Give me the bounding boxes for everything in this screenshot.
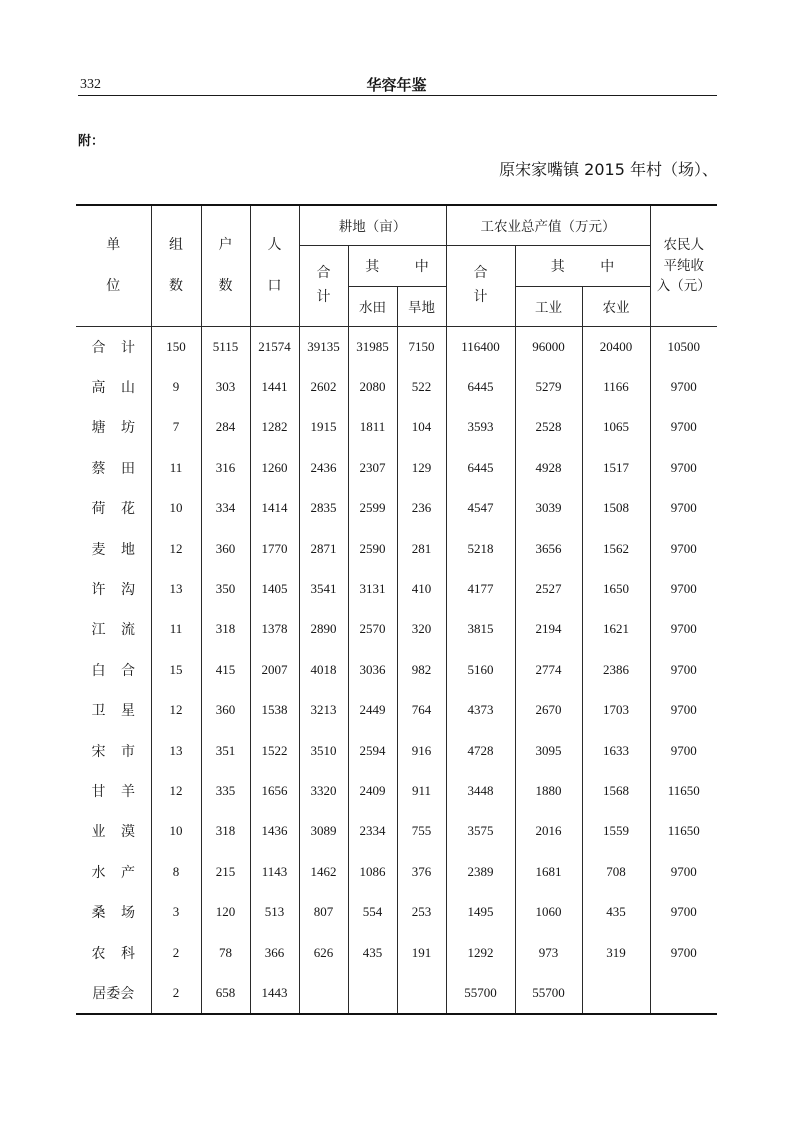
cell-population: 1378 [250,609,299,649]
cell-households: 318 [201,609,250,649]
appendix-label: 附： [78,134,105,149]
cell-agriculture: 1166 [582,367,650,407]
cell-dry-land: 522 [397,367,446,407]
cell-dry-land: 911 [397,771,446,811]
cell-unit-name: 江 流 [76,609,151,649]
cell-output-total: 2389 [446,852,515,892]
header-households-char: 数 [218,278,233,294]
cell-agriculture: 1703 [582,690,650,730]
cell-output-total: 55700 [446,973,515,1014]
table-row [76,326,717,367]
cell-income: 10500 [650,326,717,367]
data-table [76,204,717,1015]
header-agriculture: 农业 [582,286,650,326]
header-population-char: 口 [267,278,282,294]
cell-income: 11650 [650,771,717,811]
cell-dry-land: 104 [397,407,446,447]
cell-paddy-field: 2570 [348,609,397,649]
cell-groups: 12 [151,771,201,811]
cell-groups: 12 [151,690,201,730]
cell-income: 9700 [650,448,717,488]
cell-income: 9700 [650,609,717,649]
cell-population: 2007 [250,650,299,690]
cell-households: 5115 [201,326,250,367]
cell-agriculture: 1065 [582,407,650,447]
cell-groups: 2 [151,973,201,1014]
cell-farmland-total: 626 [299,932,348,972]
cell-income: 9700 [650,367,717,407]
cell-dry-land: 916 [397,730,446,770]
header-output-of-which: 其 中 [515,245,650,286]
cell-paddy-field: 31985 [348,326,397,367]
cell-paddy-field: 3131 [348,569,397,609]
cell-population: 1436 [250,811,299,851]
cell-dry-land: 129 [397,448,446,488]
cell-agriculture: 1562 [582,528,650,568]
cell-unit-name: 业 漠 [76,811,151,851]
header-farmland-total [299,245,348,326]
cell-income: 9700 [650,569,717,609]
cell-households: 78 [201,932,250,972]
cell-unit-name: 水 产 [76,852,151,892]
cell-population: 1405 [250,569,299,609]
cell-paddy-field: 1811 [348,407,397,447]
header-farmland: 耕地（亩） [299,205,446,245]
cell-industry: 4928 [515,448,582,488]
table-row [76,528,717,568]
header-unit [76,205,151,326]
cell-farmland-total: 1915 [299,407,348,447]
table-row [76,932,717,972]
cell-population: 1441 [250,367,299,407]
cell-output-total: 1292 [446,932,515,972]
cell-industry: 96000 [515,326,582,367]
header-farmland-of-which: 其 中 [348,245,446,286]
cell-output-total: 5160 [446,650,515,690]
cell-agriculture: 1621 [582,609,650,649]
cell-groups: 11 [151,448,201,488]
cell-households: 303 [201,367,250,407]
cell-unit-name: 荷 花 [76,488,151,528]
cell-unit-name: 宋 市 [76,730,151,770]
cell-paddy-field: 2594 [348,730,397,770]
cell-industry: 2670 [515,690,582,730]
cell-dry-land: 281 [397,528,446,568]
table-row [76,690,717,730]
header-rule [78,95,717,96]
cell-unit-name: 麦 地 [76,528,151,568]
cell-paddy-field: 2449 [348,690,397,730]
cell-income [650,973,717,1014]
header-households-char: 户 [218,237,233,253]
cell-output-total: 3448 [446,771,515,811]
cell-paddy-field: 2080 [348,367,397,407]
cell-income: 9700 [650,892,717,932]
cell-farmland-total: 2890 [299,609,348,649]
cell-dry-land: 410 [397,569,446,609]
cell-income: 9700 [650,488,717,528]
cell-dry-land: 7150 [397,326,446,367]
cell-paddy-field: 554 [348,892,397,932]
cell-industry: 3095 [515,730,582,770]
cell-farmland-total [299,973,348,1014]
cell-output-total: 3593 [446,407,515,447]
header-output-total-char: 计 [473,289,488,305]
cell-industry: 2774 [515,650,582,690]
cell-households: 335 [201,771,250,811]
header-groups-char: 数 [169,278,183,294]
table-row [76,771,717,811]
cell-farmland-total: 3541 [299,569,348,609]
cell-agriculture: 319 [582,932,650,972]
table-row [76,448,717,488]
header-farmland-total-char: 合 [316,265,331,281]
cell-industry: 1060 [515,892,582,932]
cell-dry-land: 191 [397,932,446,972]
header-groups [151,205,201,326]
header-population-char: 人 [267,237,282,253]
cell-paddy-field: 1086 [348,852,397,892]
cell-population: 1282 [250,407,299,447]
cell-dry-land: 376 [397,852,446,892]
header-households [201,205,250,326]
cell-paddy-field: 435 [348,932,397,972]
cell-income: 9700 [650,650,717,690]
cell-agriculture: 708 [582,852,650,892]
cell-paddy-field: 2590 [348,528,397,568]
cell-agriculture: 435 [582,892,650,932]
cell-industry: 5279 [515,367,582,407]
cell-agriculture: 1508 [582,488,650,528]
cell-groups: 7 [151,407,201,447]
cell-groups: 15 [151,650,201,690]
cell-households: 658 [201,973,250,1014]
header-unit-char: 单 [106,237,121,253]
cell-households: 215 [201,852,250,892]
cell-income: 11650 [650,811,717,851]
header-output: 工农业总产值（万元） [446,205,650,245]
header-unit-char: 位 [106,278,121,294]
cell-households: 318 [201,811,250,851]
cell-farmland-total: 2436 [299,448,348,488]
cell-households: 360 [201,528,250,568]
cell-output-total: 5218 [446,528,515,568]
cell-output-total: 4547 [446,488,515,528]
cell-unit-name: 蔡 田 [76,448,151,488]
cell-population: 1538 [250,690,299,730]
cell-farmland-total: 3510 [299,730,348,770]
cell-population: 1143 [250,852,299,892]
cell-farmland-total: 3213 [299,690,348,730]
cell-agriculture: 2386 [582,650,650,690]
table-row [76,811,717,851]
cell-industry: 3039 [515,488,582,528]
header-groups-char: 组 [169,237,183,253]
cell-output-total: 4177 [446,569,515,609]
header-income-line: 农民人 [663,237,705,252]
cell-groups: 2 [151,932,201,972]
cell-income: 9700 [650,852,717,892]
header-dry-land: 旱地 [397,286,446,326]
cell-unit-name: 许 沟 [76,569,151,609]
cell-farmland-total: 4018 [299,650,348,690]
cell-output-total: 116400 [446,326,515,367]
table-row [76,407,717,447]
page-number: 332 [80,77,101,92]
cell-households: 415 [201,650,250,690]
cell-households: 360 [201,690,250,730]
cell-industry: 1880 [515,771,582,811]
cell-population: 1260 [250,448,299,488]
cell-output-total: 6445 [446,448,515,488]
cell-groups: 10 [151,488,201,528]
cell-unit-name: 甘 羊 [76,771,151,811]
cell-population: 1656 [250,771,299,811]
table-row [76,488,717,528]
cell-groups: 13 [151,569,201,609]
cell-paddy-field: 3036 [348,650,397,690]
cell-agriculture: 1517 [582,448,650,488]
cell-dry-land: 764 [397,690,446,730]
cell-agriculture: 1633 [582,730,650,770]
cell-output-total: 3815 [446,609,515,649]
cell-paddy-field: 2307 [348,448,397,488]
cell-industry: 2528 [515,407,582,447]
cell-households: 334 [201,488,250,528]
cell-unit-name: 高 山 [76,367,151,407]
cell-unit-name: 卫 星 [76,690,151,730]
cell-households: 120 [201,892,250,932]
cell-households: 350 [201,569,250,609]
cell-unit-name: 塘 坊 [76,407,151,447]
table-row [76,892,717,932]
cell-unit-name: 桑 场 [76,892,151,932]
cell-farmland-total: 3089 [299,811,348,851]
cell-dry-land: 755 [397,811,446,851]
header-row [76,205,717,245]
cell-agriculture: 1559 [582,811,650,851]
cell-output-total: 4728 [446,730,515,770]
cell-population: 1443 [250,973,299,1014]
cell-households: 284 [201,407,250,447]
cell-agriculture: 20400 [582,326,650,367]
header-output-total [446,245,515,326]
header-income [650,205,717,326]
cell-industry: 2194 [515,609,582,649]
cell-dry-land: 982 [397,650,446,690]
cell-industry: 973 [515,932,582,972]
cell-output-total: 6445 [446,367,515,407]
cell-industry: 2527 [515,569,582,609]
cell-farmland-total: 2602 [299,367,348,407]
header-industry: 工业 [515,286,582,326]
cell-industry: 2016 [515,811,582,851]
cell-income: 9700 [650,730,717,770]
cell-groups: 150 [151,326,201,367]
cell-income: 9700 [650,407,717,447]
cell-farmland-total: 3320 [299,771,348,811]
cell-income: 9700 [650,690,717,730]
cell-population: 1522 [250,730,299,770]
cell-farmland-total: 1462 [299,852,348,892]
running-title: 华容年鉴 [366,76,427,94]
cell-population: 513 [250,892,299,932]
cell-dry-land: 320 [397,609,446,649]
table-row [76,609,717,649]
cell-unit-name: 居委会 [76,973,151,1014]
cell-groups: 13 [151,730,201,770]
cell-dry-land: 253 [397,892,446,932]
table-row [76,569,717,609]
cell-groups: 9 [151,367,201,407]
cell-groups: 12 [151,528,201,568]
table-row [76,650,717,690]
cell-output-total: 1495 [446,892,515,932]
header-income-line: 入（元） [656,278,711,293]
cell-households: 351 [201,730,250,770]
cell-farmland-total: 2871 [299,528,348,568]
cell-industry: 3656 [515,528,582,568]
cell-population: 366 [250,932,299,972]
header-output-total-char: 合 [473,265,488,281]
cell-industry: 55700 [515,973,582,1014]
cell-agriculture: 1568 [582,771,650,811]
cell-unit-name: 农 科 [76,932,151,972]
cell-households: 316 [201,448,250,488]
cell-agriculture: 1650 [582,569,650,609]
table-row [76,973,717,1014]
header-farmland-total-char: 计 [316,289,331,305]
cell-paddy-field: 2599 [348,488,397,528]
cell-output-total: 3575 [446,811,515,851]
cell-income: 9700 [650,932,717,972]
cell-population: 1414 [250,488,299,528]
table-body [76,326,717,1014]
table-row [76,730,717,770]
cell-farmland-total: 807 [299,892,348,932]
cell-output-total: 4373 [446,690,515,730]
cell-paddy-field: 2409 [348,771,397,811]
cell-groups: 10 [151,811,201,851]
cell-agriculture [582,973,650,1014]
header-paddy-field: 水田 [348,286,397,326]
table-row [76,852,717,892]
cell-income: 9700 [650,528,717,568]
cell-farmland-total: 2835 [299,488,348,528]
cell-population: 1770 [250,528,299,568]
table-row [76,367,717,407]
cell-farmland-total: 39135 [299,326,348,367]
cell-unit-name: 白 合 [76,650,151,690]
header-income-line: 平纯收 [663,257,705,273]
cell-population: 21574 [250,326,299,367]
cell-groups: 3 [151,892,201,932]
table-title: 原宋家嘴镇 2015 年村（场）、 [499,160,718,179]
cell-dry-land [397,973,446,1014]
cell-dry-land: 236 [397,488,446,528]
cell-groups: 8 [151,852,201,892]
cell-unit-name: 合 计 [76,326,151,367]
cell-groups: 11 [151,609,201,649]
cell-paddy-field: 2334 [348,811,397,851]
cell-industry: 1681 [515,852,582,892]
table-header [76,205,717,326]
cell-paddy-field [348,973,397,1014]
header-population [250,205,299,326]
